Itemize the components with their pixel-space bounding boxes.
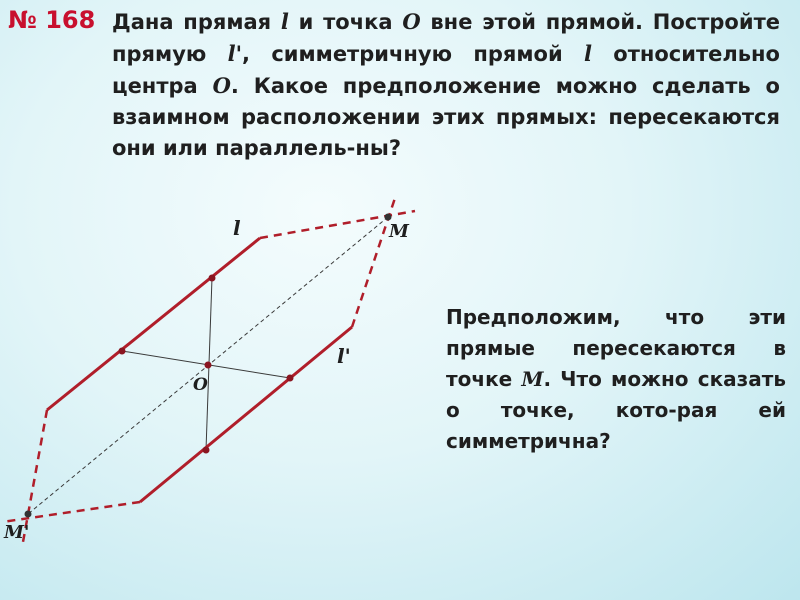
point-on-l-prime-right (287, 375, 294, 382)
assumption-text-part: Предположим, что эти прямые пересекаются в точке (446, 305, 786, 391)
point-on-l-upper (209, 275, 216, 282)
problem-text-part: Дана прямая (112, 10, 281, 34)
problem-number: № 168 (8, 6, 96, 34)
line-l-prime-extension (2, 502, 140, 522)
point-m (385, 214, 392, 221)
problem-text-part: относительно центра (112, 42, 780, 98)
line-symbol: l' (227, 41, 243, 66)
point-symbol: M (521, 367, 544, 391)
point-on-l-prime-lower (203, 447, 210, 454)
point-center-o (205, 362, 212, 369)
point-symbol: O (402, 9, 421, 34)
line-symbol: l (583, 41, 592, 66)
label-point-m: M (389, 221, 409, 242)
label-line-l: l (233, 216, 241, 240)
point-symbol: O (212, 73, 231, 98)
point-on-l-left (119, 348, 126, 355)
assumption-text-part: . Что можно сказать о точке, кото-рая ей симметрична? (446, 367, 786, 453)
problem-text-part: , симметричную прямой (242, 42, 584, 66)
label-line-l-prime: l' (337, 344, 351, 368)
point-m-prime (25, 511, 32, 518)
line-l-prime (140, 327, 352, 502)
problem-text-part: и точка (288, 10, 403, 34)
problem-text-part: вне этой прямой. Постройте прямую (112, 10, 780, 66)
problem-text-part: . Какое предположение можно сделать о взаимном расположении этих прямых: пересекаются они или параллель-ны? (112, 74, 780, 160)
label-point-m-prime: M' (4, 522, 30, 543)
label-center-o: O (193, 375, 208, 395)
line-l (47, 238, 260, 410)
line-symbol: l (280, 9, 289, 34)
